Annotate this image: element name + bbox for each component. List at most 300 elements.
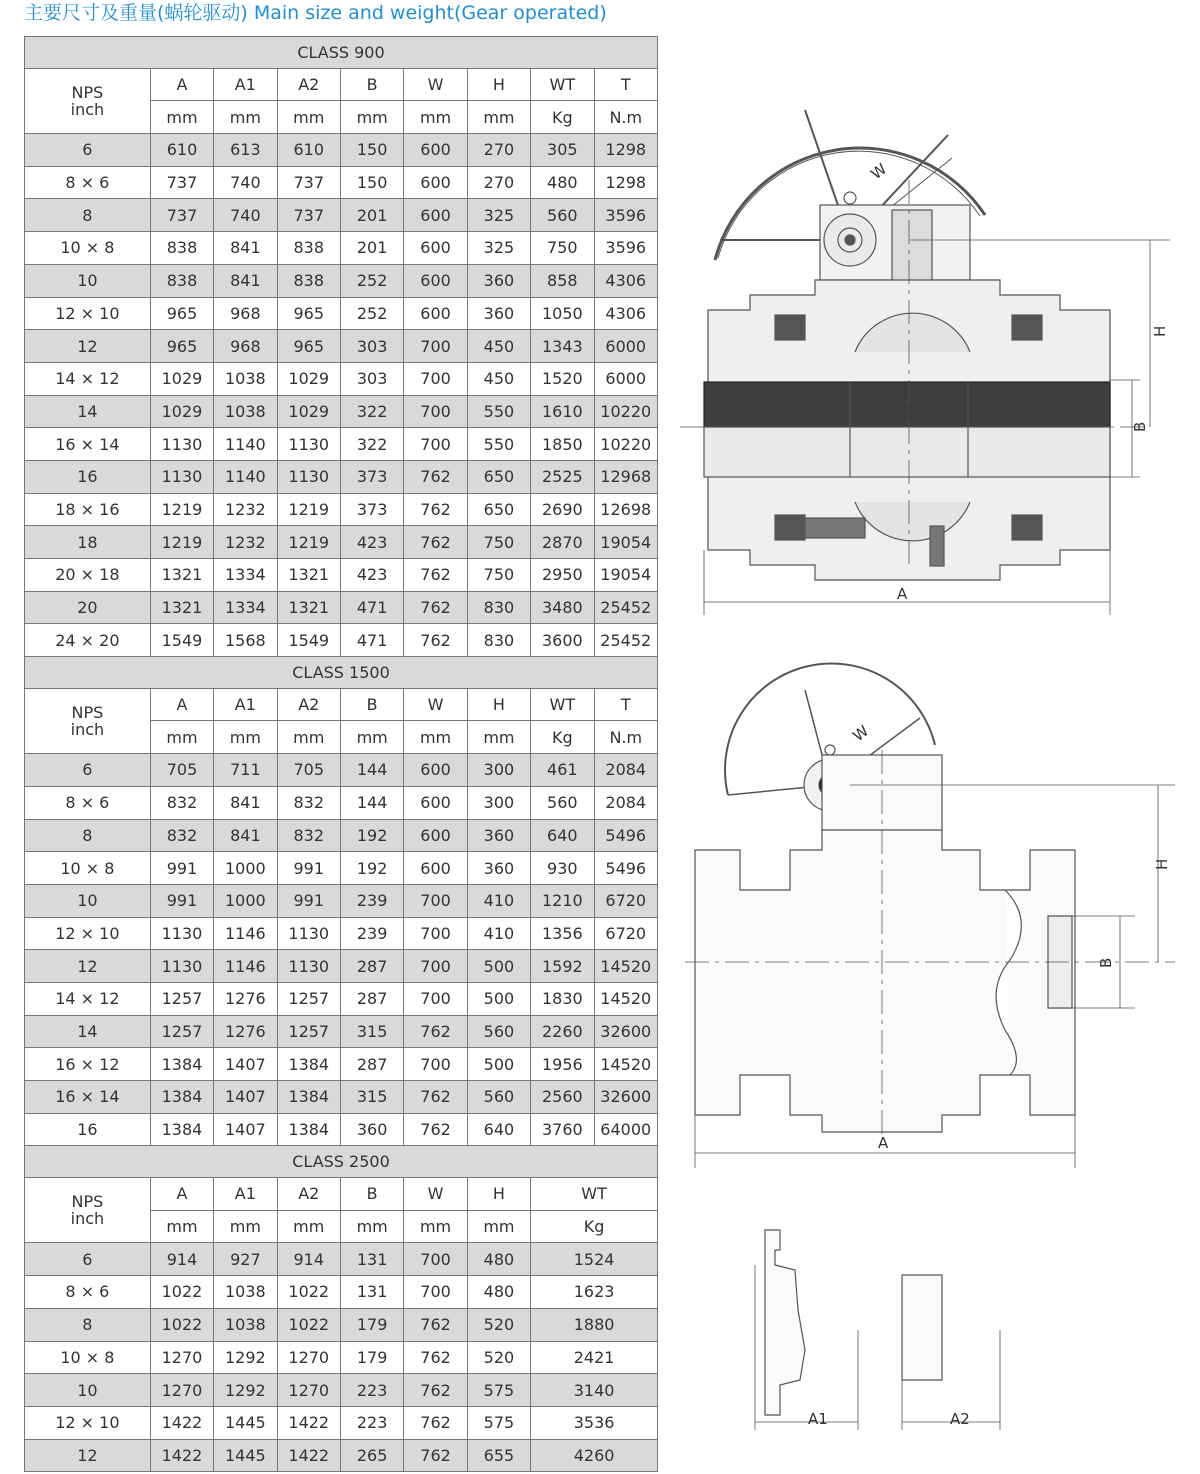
value-cell: 360: [340, 1113, 403, 1146]
value-cell: 700: [404, 428, 467, 461]
value-cell: 1270: [150, 1374, 213, 1407]
value-cell: 1210: [531, 884, 594, 917]
value-cell: 1140: [214, 460, 277, 493]
value-cell: 2421: [531, 1341, 658, 1374]
value-cell: 1029: [277, 362, 340, 395]
table-row: [25, 819, 658, 852]
value-cell: 360: [467, 819, 530, 852]
valve-drawings: [680, 90, 1180, 1474]
value-cell: 762: [404, 591, 467, 624]
valve-drawings-svg: [680, 90, 1180, 1470]
value-cell: 1384: [150, 1113, 213, 1146]
table-row: [25, 917, 658, 950]
nps-cell: 10 × 8: [25, 852, 151, 885]
value-cell: 3536: [531, 1406, 658, 1439]
inch-label: inch: [70, 1209, 105, 1229]
value-cell: 3480: [531, 591, 594, 624]
value-cell: 832: [277, 786, 340, 819]
value-cell: 1850: [531, 428, 594, 461]
value-cell: 762: [404, 1439, 467, 1472]
unit-cell: mm: [467, 101, 530, 134]
value-cell: 655: [467, 1439, 530, 1472]
value-cell: 1524: [531, 1243, 658, 1276]
value-cell: 1445: [214, 1439, 277, 1472]
value-cell: 838: [277, 232, 340, 265]
value-cell: 25452: [594, 624, 657, 657]
value-cell: 762: [404, 1308, 467, 1341]
value-cell: 131: [340, 1276, 403, 1309]
value-cell: 1130: [150, 950, 213, 983]
table-row: [25, 428, 658, 461]
table-row: [25, 559, 658, 592]
value-cell: 1029: [150, 395, 213, 428]
value-cell: 700: [404, 917, 467, 950]
value-cell: 471: [340, 591, 403, 624]
value-cell: 1146: [214, 917, 277, 950]
nps-cell: 8: [25, 199, 151, 232]
value-cell: 1407: [214, 1081, 277, 1114]
value-cell: 1445: [214, 1406, 277, 1439]
value-cell: 1270: [150, 1341, 213, 1374]
value-cell: 410: [467, 884, 530, 917]
value-cell: 965: [277, 297, 340, 330]
value-cell: 930: [531, 852, 594, 885]
value-cell: 1219: [150, 493, 213, 526]
column-header-row: [25, 688, 658, 721]
value-cell: 550: [467, 395, 530, 428]
value-cell: 1130: [150, 428, 213, 461]
value-cell: 740: [214, 166, 277, 199]
value-cell: 223: [340, 1406, 403, 1439]
value-cell: 1298: [594, 166, 657, 199]
value-cell: 841: [214, 264, 277, 297]
value-cell: 192: [340, 852, 403, 885]
table-row: [25, 786, 658, 819]
value-cell: 968: [214, 330, 277, 363]
column-header: A2: [277, 68, 340, 101]
value-cell: 6720: [594, 917, 657, 950]
value-cell: 10220: [594, 395, 657, 428]
table-row: [25, 1406, 658, 1439]
value-cell: 6000: [594, 330, 657, 363]
value-cell: 315: [340, 1015, 403, 1048]
value-cell: 179: [340, 1341, 403, 1374]
nps-cell: 12 × 10: [25, 917, 151, 950]
value-cell: 4306: [594, 297, 657, 330]
a-label-top: A: [897, 585, 908, 603]
unit-cell: mm: [404, 101, 467, 134]
nps-cell: 6: [25, 134, 151, 167]
class-label: CLASS 900: [25, 37, 658, 69]
value-cell: 239: [340, 884, 403, 917]
value-cell: 2525: [531, 460, 594, 493]
column-header: T: [594, 68, 657, 101]
value-cell: 1407: [214, 1048, 277, 1081]
inch-label: inch: [70, 99, 105, 119]
value-cell: 3140: [531, 1374, 658, 1407]
nps-header: [25, 68, 151, 133]
value-cell: 1422: [277, 1406, 340, 1439]
value-cell: 2084: [594, 754, 657, 787]
a-label-middle: A: [878, 1134, 889, 1152]
value-cell: 2560: [531, 1081, 594, 1114]
value-cell: 965: [277, 330, 340, 363]
nps-cell: 12 × 10: [25, 297, 151, 330]
value-cell: 600: [404, 297, 467, 330]
table-row: [25, 232, 658, 265]
value-cell: 762: [404, 1113, 467, 1146]
nps-cell: 10: [25, 1374, 151, 1407]
value-cell: 1407: [214, 1113, 277, 1146]
value-cell: 500: [467, 1048, 530, 1081]
column-header: A2: [277, 688, 340, 721]
value-cell: 1298: [594, 134, 657, 167]
nps-cell: 12 × 10: [25, 1406, 151, 1439]
value-cell: 1321: [150, 559, 213, 592]
unit-cell: mm: [340, 101, 403, 134]
nps-cell: 8 × 6: [25, 166, 151, 199]
value-cell: 12968: [594, 460, 657, 493]
value-cell: 600: [404, 786, 467, 819]
value-cell: 252: [340, 297, 403, 330]
value-cell: 1422: [150, 1439, 213, 1472]
table-row: [25, 362, 658, 395]
value-cell: 1050: [531, 297, 594, 330]
value-cell: 450: [467, 330, 530, 363]
value-cell: 423: [340, 526, 403, 559]
nps-cell: 12: [25, 330, 151, 363]
column-header: A1: [214, 688, 277, 721]
value-cell: 1830: [531, 982, 594, 1015]
value-cell: 1257: [277, 1015, 340, 1048]
value-cell: 1038: [214, 1276, 277, 1309]
value-cell: 968: [214, 297, 277, 330]
value-cell: 450: [467, 362, 530, 395]
value-cell: 2084: [594, 786, 657, 819]
middle-valve-drawing: [685, 664, 1175, 1168]
class-label: CLASS 2500: [25, 1146, 658, 1178]
nps-cell: 8: [25, 819, 151, 852]
value-cell: 1257: [150, 982, 213, 1015]
value-cell: 1422: [277, 1439, 340, 1472]
column-header: W: [404, 68, 467, 101]
column-header: A: [150, 688, 213, 721]
spec-table-wrapper: [24, 36, 658, 1472]
value-cell: 1022: [277, 1308, 340, 1341]
value-cell: 1880: [531, 1308, 658, 1341]
value-cell: 838: [150, 232, 213, 265]
value-cell: 560: [531, 786, 594, 819]
value-cell: 1022: [150, 1308, 213, 1341]
value-cell: 1356: [531, 917, 594, 950]
value-cell: 1384: [277, 1081, 340, 1114]
nps-header: [25, 688, 151, 753]
value-cell: 480: [467, 1243, 530, 1276]
value-cell: 19054: [594, 559, 657, 592]
value-cell: 610: [150, 134, 213, 167]
value-cell: 610: [277, 134, 340, 167]
value-cell: 1000: [214, 852, 277, 885]
value-cell: 1321: [150, 591, 213, 624]
value-cell: 1130: [277, 950, 340, 983]
value-cell: 762: [404, 460, 467, 493]
table-row: [25, 591, 658, 624]
value-cell: 1276: [214, 982, 277, 1015]
value-cell: 1022: [150, 1276, 213, 1309]
value-cell: 14520: [594, 1048, 657, 1081]
value-cell: 600: [404, 264, 467, 297]
value-cell: 830: [467, 591, 530, 624]
unit-cell: Kg: [531, 721, 594, 754]
table-row: [25, 1243, 658, 1276]
value-cell: 762: [404, 1341, 467, 1374]
table-row: [25, 264, 658, 297]
value-cell: 471: [340, 624, 403, 657]
b-label-top: B: [1131, 421, 1149, 432]
nps-cell: 16: [25, 460, 151, 493]
value-cell: 1270: [277, 1341, 340, 1374]
value-cell: 3596: [594, 199, 657, 232]
class2500-header-row: [25, 1146, 658, 1178]
value-cell: 600: [404, 819, 467, 852]
unit-cell: N.m: [594, 101, 657, 134]
value-cell: 32600: [594, 1081, 657, 1114]
value-cell: 1384: [150, 1048, 213, 1081]
value-cell: 1384: [277, 1113, 340, 1146]
value-cell: 1000: [214, 884, 277, 917]
unit-cell: mm: [150, 101, 213, 134]
table-row: [25, 1341, 658, 1374]
column-header: WT: [531, 68, 594, 101]
value-cell: 750: [467, 559, 530, 592]
value-cell: 841: [214, 232, 277, 265]
value-cell: 10220: [594, 428, 657, 461]
unit-cell: mm: [150, 721, 213, 754]
value-cell: 762: [404, 1081, 467, 1114]
column-header: A2: [277, 1178, 340, 1211]
table-row: [25, 1276, 658, 1309]
value-cell: 3760: [531, 1113, 594, 1146]
top-valve-drawing: [680, 110, 1170, 615]
unit-cell: mm: [467, 1210, 530, 1243]
table-row: [25, 884, 658, 917]
value-cell: 1038: [214, 362, 277, 395]
value-cell: 315: [340, 1081, 403, 1114]
value-cell: 239: [340, 917, 403, 950]
end-detail-drawings: [755, 1230, 1000, 1430]
nps-label: NPS: [71, 82, 104, 102]
value-cell: 762: [404, 1406, 467, 1439]
value-cell: 373: [340, 493, 403, 526]
value-cell: 762: [404, 1015, 467, 1048]
value-cell: 223: [340, 1374, 403, 1407]
value-cell: 1520: [531, 362, 594, 395]
unit-cell: Kg: [531, 1210, 658, 1243]
value-cell: 737: [150, 199, 213, 232]
nps-cell: 16 × 14: [25, 428, 151, 461]
value-cell: 25452: [594, 591, 657, 624]
value-cell: 700: [404, 884, 467, 917]
nps-cell: 8: [25, 1308, 151, 1341]
value-cell: 325: [467, 199, 530, 232]
value-cell: 600: [404, 166, 467, 199]
column-header: W: [404, 1178, 467, 1211]
value-cell: 1029: [150, 362, 213, 395]
value-cell: 305: [531, 134, 594, 167]
value-cell: 914: [277, 1243, 340, 1276]
value-cell: 737: [277, 166, 340, 199]
value-cell: 322: [340, 395, 403, 428]
value-cell: 711: [214, 754, 277, 787]
value-cell: 560: [467, 1015, 530, 1048]
unit-cell: mm: [340, 1210, 403, 1243]
value-cell: 201: [340, 232, 403, 265]
value-cell: 252: [340, 264, 403, 297]
value-cell: 832: [277, 819, 340, 852]
value-cell: 1549: [150, 624, 213, 657]
value-cell: 1292: [214, 1374, 277, 1407]
value-cell: 737: [277, 199, 340, 232]
value-cell: 991: [277, 852, 340, 885]
value-cell: 1140: [214, 428, 277, 461]
value-cell: 480: [467, 1276, 530, 1309]
value-cell: 858: [531, 264, 594, 297]
nps-cell: 14 × 12: [25, 362, 151, 395]
a2-label: A2: [950, 1410, 970, 1428]
class900-header-row: [25, 37, 658, 69]
value-cell: 410: [467, 917, 530, 950]
value-cell: 1038: [214, 395, 277, 428]
value-cell: 575: [467, 1374, 530, 1407]
value-cell: 300: [467, 754, 530, 787]
value-cell: 1146: [214, 950, 277, 983]
table-row: [25, 526, 658, 559]
nps-cell: 24 × 20: [25, 624, 151, 657]
value-cell: 838: [277, 264, 340, 297]
nps-cell: 18: [25, 526, 151, 559]
value-cell: 360: [467, 297, 530, 330]
column-header: A: [150, 68, 213, 101]
value-cell: 150: [340, 166, 403, 199]
value-cell: 762: [404, 1374, 467, 1407]
value-cell: 1219: [150, 526, 213, 559]
class-label: CLASS 1500: [25, 657, 658, 689]
value-cell: 841: [214, 786, 277, 819]
unit-cell: Kg: [531, 101, 594, 134]
value-cell: 830: [467, 624, 530, 657]
value-cell: 2690: [531, 493, 594, 526]
value-cell: 6720: [594, 884, 657, 917]
value-cell: 287: [340, 982, 403, 1015]
value-cell: 838: [150, 264, 213, 297]
column-header: H: [467, 688, 530, 721]
column-header: T: [594, 688, 657, 721]
value-cell: 1334: [214, 559, 277, 592]
value-cell: 1219: [277, 493, 340, 526]
column-header: B: [340, 1178, 403, 1211]
value-cell: 600: [404, 232, 467, 265]
value-cell: 360: [467, 852, 530, 885]
value-cell: 737: [150, 166, 213, 199]
value-cell: 841: [214, 819, 277, 852]
value-cell: 600: [404, 852, 467, 885]
unit-cell: mm: [404, 721, 467, 754]
value-cell: 1422: [150, 1406, 213, 1439]
value-cell: 560: [467, 1081, 530, 1114]
value-cell: 300: [467, 786, 530, 819]
value-cell: 423: [340, 559, 403, 592]
unit-cell: N.m: [594, 721, 657, 754]
value-cell: 740: [214, 199, 277, 232]
value-cell: 1343: [531, 330, 594, 363]
table-row: [25, 493, 658, 526]
value-cell: 640: [531, 819, 594, 852]
value-cell: 640: [467, 1113, 530, 1146]
value-cell: 613: [214, 134, 277, 167]
unit-cell: mm: [214, 101, 277, 134]
value-cell: 1257: [150, 1015, 213, 1048]
nps-cell: 14 × 12: [25, 982, 151, 1015]
value-cell: 762: [404, 493, 467, 526]
nps-cell: 16 × 14: [25, 1081, 151, 1114]
value-cell: 1610: [531, 395, 594, 428]
value-cell: 991: [150, 852, 213, 885]
b-label-middle: B: [1097, 957, 1115, 968]
value-cell: 5496: [594, 819, 657, 852]
value-cell: 1232: [214, 526, 277, 559]
value-cell: 461: [531, 754, 594, 787]
unit-cell: mm: [467, 721, 530, 754]
column-header: A: [150, 1178, 213, 1211]
h-label-middle: H: [1153, 858, 1171, 870]
spec-table: [24, 36, 658, 1472]
unit-cell: mm: [150, 1210, 213, 1243]
column-header-row: [25, 1178, 658, 1211]
table-row: [25, 1113, 658, 1146]
value-cell: 32600: [594, 1015, 657, 1048]
column-header: B: [340, 688, 403, 721]
table-row: [25, 1081, 658, 1114]
value-cell: 322: [340, 428, 403, 461]
value-cell: 750: [467, 526, 530, 559]
value-cell: 2870: [531, 526, 594, 559]
value-cell: 500: [467, 950, 530, 983]
value-cell: 270: [467, 134, 530, 167]
page-title: 主要尺寸及重量(蜗轮驱动) Main size and weight(Gear operated): [24, 2, 607, 24]
w-label-top: W: [867, 159, 891, 184]
table-row: [25, 330, 658, 363]
value-cell: 1270: [277, 1374, 340, 1407]
table-row: [25, 395, 658, 428]
value-cell: 1321: [277, 559, 340, 592]
nps-cell: 10 × 8: [25, 1341, 151, 1374]
value-cell: 2950: [531, 559, 594, 592]
value-cell: 560: [531, 199, 594, 232]
value-cell: 144: [340, 786, 403, 819]
value-cell: 1130: [277, 460, 340, 493]
table-row: [25, 134, 658, 167]
value-cell: 1130: [150, 460, 213, 493]
unit-cell: mm: [277, 721, 340, 754]
value-cell: 287: [340, 1048, 403, 1081]
value-cell: 700: [404, 330, 467, 363]
value-cell: 131: [340, 1243, 403, 1276]
table-row: [25, 1048, 658, 1081]
value-cell: 762: [404, 624, 467, 657]
column-header-row: [25, 68, 658, 101]
column-header: H: [467, 1178, 530, 1211]
value-cell: 1276: [214, 1015, 277, 1048]
